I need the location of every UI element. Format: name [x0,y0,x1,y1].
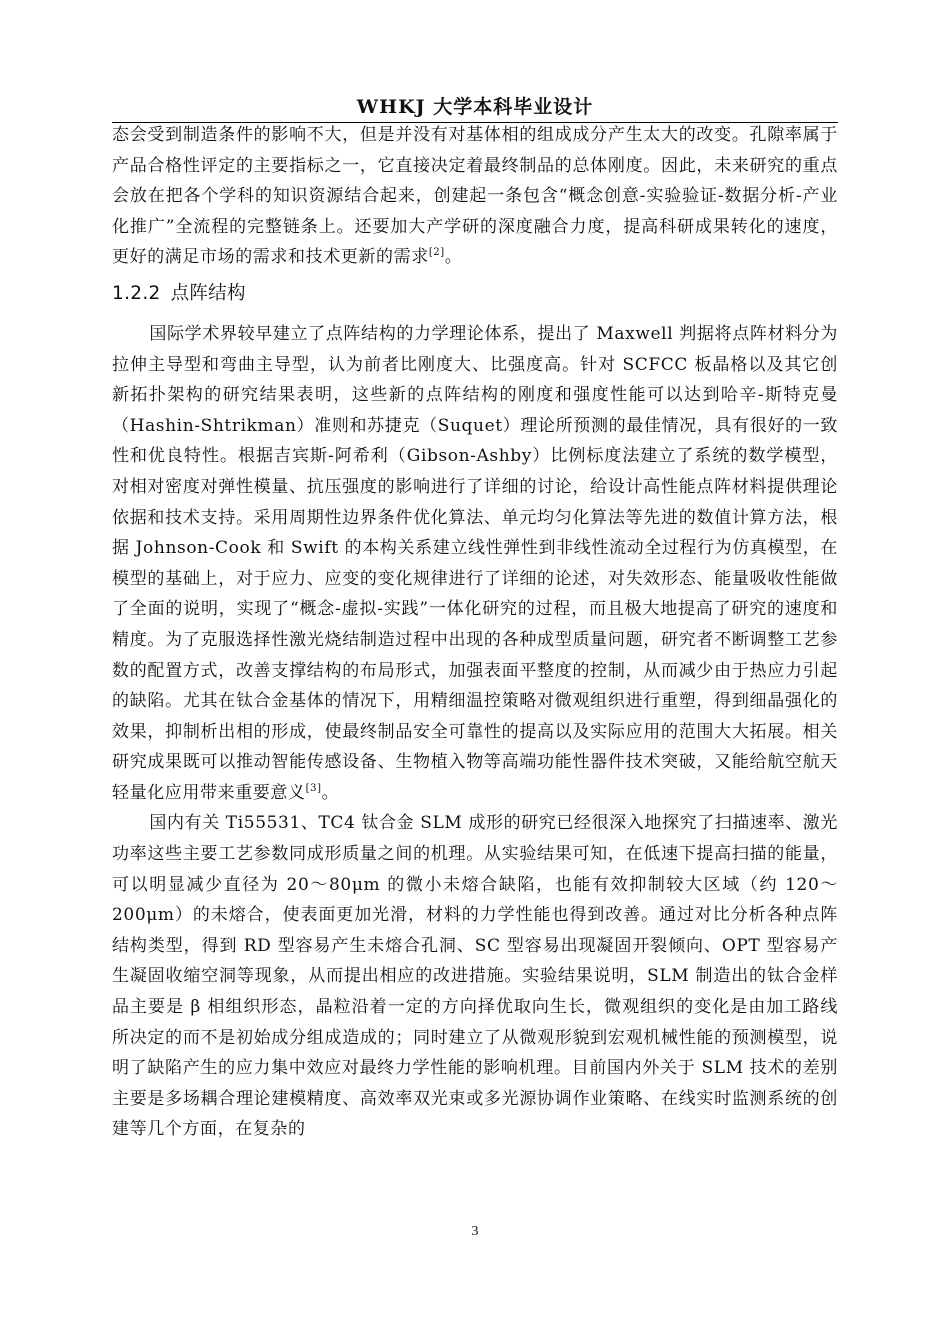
paragraph-text: 国内有关 Ti55531、TC4 钛合金 SLM 成形的研究已经很深入地探究了扫描速率、激光功率这些主要工艺参数同成形质量之间的机理。从实验结果可知，在低速下提高扫描的能量，可以明显减少直径为 20～80μm 的微小未熔合缺陷，也能有效抑制较大区域（约 120～200μm）的未熔合，使表面更加光滑，材料的力学性能也得到改善。通过对比分析各种点阵结构类型，得到 RD 型容易产生未熔合孔洞、SC 型容易出现凝固开裂倾向、OPT 型容易产生凝固收缩空洞等现象，从而提出相应的改进措施。实验结果说明，SLM 制造出的钛合金样品主要是 β 相组织形态，晶粒沿着一定的方向择优取向生长，微观组织的变化是由加工路线所决定的而不是初始成分组成造成的；同时建立了从微观形貌到宏观机械性能的预测模型，说明了缺陷产生的应力集中效应对最终力学性能的影响机理。目前国内外关于 SLM 技术的差别主要是多场耦合理论建模精度、高效率双光束或多光源协调作业策略、在线实时监测系统的创建等几个方面，在复杂的 [112,813,838,1140]
paragraph-continued [112,120,838,273]
paragraph-end: 。 [444,247,463,268]
body-text [112,120,838,1145]
paragraph-text: 态会受到制造条件的影响不大，但是并没有对基体相的组成成分产生太大的改变。孔隙率属于产品合格性评定的主要指标之一，它直接决定着最终制品的总体刚度。因此，未来研究的重点会放在把各个学科的知识资源结合起来，创建起一条包含“概念创意-实验验证-数据分析-产业化推广”全流程的完整链条上。还要加大产学研的深度融合力度，提高科研成果转化的速度，更好的满足市场的需求和技术更新的需求 [112,125,838,268]
section-number: 1.2.2 [112,282,161,304]
paragraph-domestic-research [112,808,838,1145]
paragraph-lattice-theory [112,319,838,809]
citation-ref: [3] [305,782,322,794]
paragraph-text: 国际学术界较早建立了点阵结构的力学理论体系，提出了 Maxwell 判据将点阵材料分为拉伸主导型和弯曲主导型，认为前者比刚度大、比强度高。针对 SCFCC 板晶格以及其它创新拓扑架构的研究结果表明，这些新的点阵结构的刚度和强度性能可以达到哈辛-斯特克曼（Hashin-Shtrikman）准则和苏捷克（Suquet）理论所预测的最佳情况，具有很好的一致性和优良特性。根据吉宾斯-阿希利（Gibson-Ashby）比例标度法建立了系统的数学模型，对相对密度对弹性模量、抗压强度的影响进行了详细的讨论，给设计高性能点阵材料提供理论依据和技术支持。采用周期性边界条件优化算法、单元均匀化算法等先进的数值计算方法，根据 Johnson-Cook 和 Swift 的本构关系建立线性弹性到非线性流动全过程行为仿真模型，在模型的基础上，对于应力、应变的变化规律进行了详细的论述，对失效形态、能量吸收性能做了全面的说明，实现了“概念-虚拟-实践”一体化研究的过程，而且极大地提高了研究的速度和精度。为了克服选择性激光烧结制造过程中出现的各种成型质量问题，研究者不断调整工艺参数的配置方式，改善支撑结构的布局形式，加强表面平整度的控制，从而减少由于热应力引起的缺陷。尤其在钛合金基体的情况下，用精细温控策略对微观组织进行重塑，得到细晶强化的效果，抑制析出相的形成，使最终制品安全可靠性的提高以及实际应用的范围大大拓展。相关研究成果既可以推动智能传感设备、生物植入物等高端功能性器件技术突破，又能给航空航天轻量化应用带来重要意义 [112,323,838,803]
page-number: 3 [471,1224,479,1239]
section-heading [112,279,838,309]
paragraph-end: 。 [321,782,340,803]
citation-ref: [2] [428,247,445,259]
section-title: 点阵结构 [170,282,246,304]
page-header-title: WHKJ 大学本科毕业设计 [356,96,594,118]
